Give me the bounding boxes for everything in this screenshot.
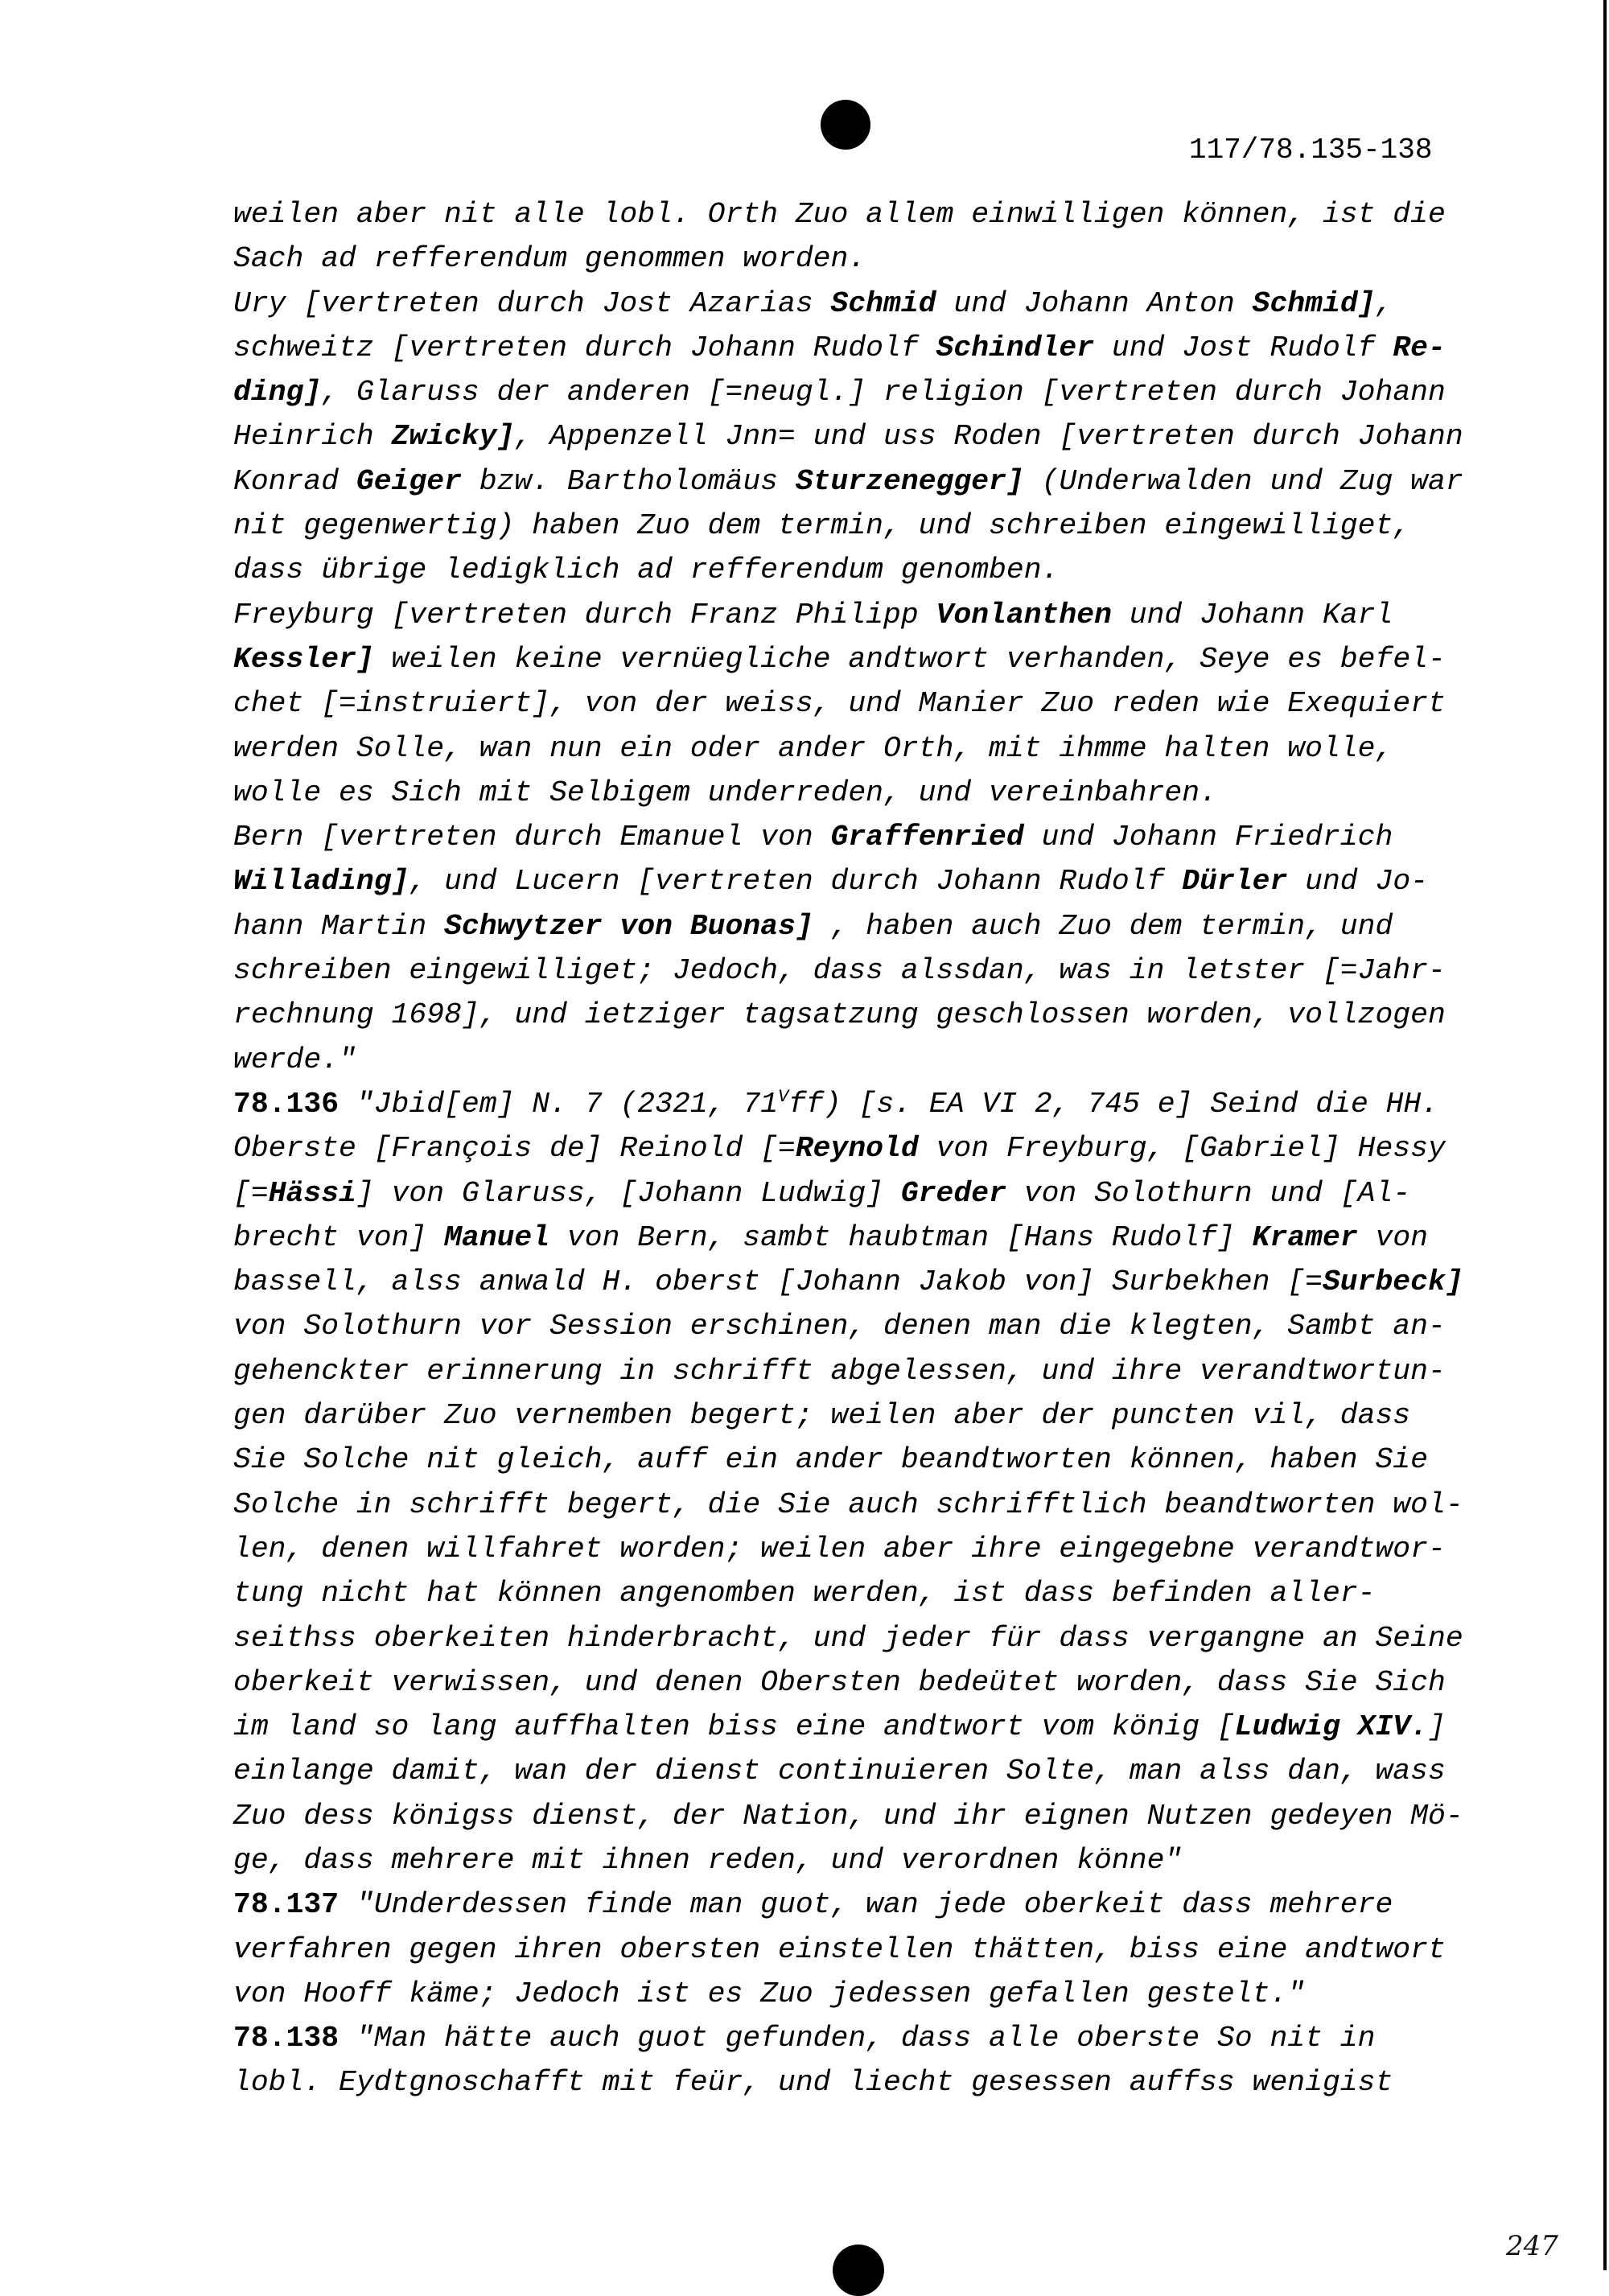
bold-name: Ludwig XIV.: [1234, 1710, 1428, 1744]
text-line: [233, 1794, 1488, 1838]
bold-name: Kessler]: [233, 642, 374, 676]
text-line: [233, 1216, 1488, 1260]
text-segment: und Johann Friedrich: [1023, 821, 1393, 854]
text-segment: von Freyburg, [Gabriel] Hessy: [918, 1132, 1446, 1166]
punch-hole-mark: [821, 100, 870, 150]
text-segment: oberkeit verwissen, und denen Obersten bedeütet worden, dass Sie Sich: [233, 1665, 1446, 1699]
text-line: [233, 2016, 1488, 2060]
bold-name: Manuel: [444, 1220, 550, 1254]
bold-name: Geiger: [356, 464, 462, 498]
bold-name: Greder: [900, 1176, 1006, 1210]
handwritten-page-number: 247: [1506, 2230, 1558, 2262]
text-line: [233, 1038, 1488, 1082]
text-segment: weilen aber nit alle lobl. Orth Zuo allem einwilligen können, ist die: [233, 198, 1446, 231]
text-line: [233, 1616, 1488, 1660]
text-segment: "Jbid[em] N. 7 (2321, 71: [339, 1087, 778, 1121]
text-segment: werden Solle, wan nun ein oder ander Orth, mit ihmme halten wolle,: [233, 731, 1393, 765]
text-line: [233, 1972, 1488, 2016]
text-segment: ,: [1375, 286, 1393, 320]
document-body: [233, 192, 1488, 2105]
text-line: [233, 1882, 1488, 1927]
entry-number: 78.137: [233, 1888, 339, 1922]
text-segment: Zuo dess königss dienst, der Nation, und ihr eignen Nutzen gedeyen Mö-: [233, 1799, 1463, 1833]
text-line: [233, 993, 1488, 1037]
bold-name: Schmid: [830, 286, 936, 320]
text-segment: Sach ad refferendum genommen worden.: [233, 242, 866, 276]
bold-name: Reynold: [795, 1132, 919, 1166]
text-line: [233, 681, 1488, 726]
page-reference: 117/78.135-138: [1189, 134, 1433, 167]
text-segment: im land so lang auffhalten biss eine andtwort vom könig [: [233, 1710, 1235, 1744]
bold-name: ding]: [233, 376, 322, 409]
text-segment: ff) [s. EA VI 2, 745 e] Seind die HH.: [788, 1087, 1439, 1121]
text-segment: seithss oberkeiten hinderbracht, und jeder für dass vergangne an Seine: [233, 1621, 1463, 1655]
punch-hole-mark-bottom: [833, 2245, 884, 2296]
text-segment: ge, dass mehrere mit ihnen reden, und verordnen könne": [233, 1843, 1183, 1877]
text-segment: von Solothurn und [Al-: [1006, 1176, 1411, 1210]
text-line: [233, 1571, 1488, 1615]
text-line: [233, 1438, 1488, 1482]
text-line: [233, 637, 1488, 681]
text-line: [233, 237, 1488, 281]
text-line: [233, 1928, 1488, 1972]
text-segment: brecht von]: [233, 1220, 445, 1254]
text-line: [233, 859, 1488, 903]
text-line: [233, 1171, 1488, 1216]
text-segment: bzw. Bartholomäus: [461, 464, 796, 498]
text-segment: Sie Solche nit gleich, auff ein ander beandtworten können, haben Sie: [233, 1443, 1428, 1477]
bold-name: Hässi: [268, 1176, 356, 1210]
text-line: [233, 1304, 1488, 1348]
text-segment: hann Martin: [233, 909, 445, 943]
text-segment: dass übrige ledigklich ad refferendum genomben.: [233, 553, 1060, 587]
text-segment: Solche in schrifft begert, die Sie auch schrifftlich beandtworten wol-: [233, 1487, 1463, 1521]
text-line: [233, 326, 1488, 370]
text-line: [233, 815, 1488, 859]
entry-number: 78.136: [233, 1087, 339, 1121]
text-line: [233, 726, 1488, 771]
text-segment: schreiben eingewilliget; Jedoch, dass alssdan, was in letster [=Jahr-: [233, 954, 1446, 988]
text-segment: lobl. Eydtgnoschafft mit feür, und liecht gesessen auffss wenigist: [233, 2066, 1393, 2100]
text-line: [233, 414, 1488, 459]
bold-name: Schindler: [936, 331, 1095, 364]
bold-name: Schwytzer von Buonas]: [444, 909, 813, 943]
bold-name: Dürler: [1182, 865, 1288, 899]
text-line: [233, 904, 1488, 948]
bold-name: Re-: [1393, 331, 1446, 364]
text-line: [233, 1483, 1488, 1527]
page-edge: [1603, 0, 1607, 2270]
text-segment: von: [1357, 1220, 1429, 1254]
text-segment: , haben auch Zuo dem termin, und: [813, 909, 1393, 943]
text-line: [233, 1126, 1488, 1171]
text-line: [233, 370, 1488, 414]
text-segment: [=: [233, 1176, 269, 1210]
text-line: [233, 1349, 1488, 1393]
text-segment: und Jost Rudolf: [1094, 331, 1393, 364]
text-line: [233, 192, 1488, 237]
text-segment: von Bern, sambt haubtman [Hans Rudolf]: [549, 1220, 1253, 1254]
bold-name: Zwicky]: [391, 420, 515, 454]
text-line: [233, 282, 1488, 326]
text-segment: und Jo-: [1287, 865, 1429, 899]
text-line: [233, 1082, 1488, 1126]
text-segment: verfahren gegen ihren obersten einstellen thätten, biss eine andtwort: [233, 1932, 1446, 1966]
text-line: [233, 948, 1488, 993]
bold-name: Sturzenegger]: [795, 464, 1024, 498]
text-segment: "Man hätte auch guot gefunden, dass alle oberste So nit in: [339, 2022, 1376, 2055]
text-segment: gen darüber Zuo vernemben begert; weilen aber der puncten vil, dass: [233, 1399, 1411, 1433]
text-segment: V: [777, 1086, 789, 1107]
text-line: [233, 593, 1488, 637]
bold-name: Kramer: [1252, 1220, 1358, 1254]
text-segment: Konrad: [233, 464, 356, 498]
text-segment: bassell, alss anwald H. oberst [Johann Jakob von] Surbekhen [=: [233, 1265, 1323, 1299]
text-segment: von Hooff käme; Jedoch ist es Zuo jedessen gefallen gestelt.": [233, 1977, 1306, 2010]
text-segment: tung nicht hat können angenomben werden, ist dass befinden aller-: [233, 1577, 1376, 1611]
text-line: [233, 459, 1488, 504]
text-segment: gehenckter erinnerung in schrifft abgelessen, und ihre verandtwortun-: [233, 1354, 1446, 1388]
text-segment: von Solothurn vor Session erschinen, denen man die klegten, Sambt an-: [233, 1310, 1446, 1343]
text-segment: (Underwalden und Zug war: [1023, 464, 1463, 498]
bold-name: Schmid]: [1252, 286, 1376, 320]
text-segment: ]: [1427, 1710, 1446, 1744]
text-segment: Ury [vertreten durch Jost Azarias: [233, 286, 831, 320]
text-segment: rechnung 1698], und ietziger tagsatzung geschlossen worden, vollzogen: [233, 998, 1446, 1032]
text-segment: nit gegenwertig) haben Zuo dem termin, und schreiben eingewilliget,: [233, 509, 1411, 543]
bold-name: Willading]: [233, 865, 409, 899]
text-segment: len, denen willfahret worden; weilen aber ihre eingegebne verandtwor-: [233, 1532, 1446, 1566]
bold-name: Surbeck]: [1322, 1265, 1463, 1299]
text-line: [233, 504, 1488, 548]
text-line: [233, 1705, 1488, 1749]
text-segment: , Appenzell Jnn= und uss Roden [vertreten durch Johann: [514, 420, 1463, 454]
text-segment: schweitz [vertreten durch Johann Rudolf: [233, 331, 936, 364]
text-segment: und Johann Anton: [936, 286, 1253, 320]
text-segment: einlange damit, wan der dienst continuieren Solte, man alss dan, wass: [233, 1755, 1446, 1788]
text-segment: und Johann Karl: [1111, 598, 1393, 632]
text-line: [233, 548, 1488, 592]
text-line: [233, 1393, 1488, 1438]
text-segment: Freyburg [vertreten durch Franz Philipp: [233, 598, 936, 632]
text-segment: weilen keine vernüegliche andtwort verhanden, Seye es befel-: [373, 642, 1446, 676]
text-line: [233, 771, 1488, 815]
text-segment: "Underdessen finde man guot, wan jede oberkeit dass mehrere: [339, 1888, 1393, 1922]
text-segment: chet [=instruiert], von der weiss, und Manier Zuo reden wie Exequiert: [233, 687, 1446, 721]
text-segment: Heinrich: [233, 420, 392, 454]
text-segment: Bern [vertreten durch Emanuel von: [233, 821, 831, 854]
text-line: [233, 1749, 1488, 1793]
text-line: [233, 1527, 1488, 1571]
text-line: [233, 1660, 1488, 1705]
entry-number: 78.138: [233, 2022, 339, 2055]
text-segment: werde.": [233, 1043, 356, 1076]
text-line: [233, 1260, 1488, 1304]
text-segment: , Glaruss der anderen [=neugl.] religion [vertreten durch Johann: [321, 376, 1446, 409]
text-segment: Oberste [François de] Reinold [=: [233, 1132, 796, 1166]
text-segment: ] von Glaruss, [Johann Ludwig]: [356, 1176, 901, 1210]
text-line: [233, 2060, 1488, 2105]
text-segment: , und Lucern [vertreten durch Johann Rudolf: [409, 865, 1183, 899]
text-segment: wolle es Sich mit Selbigem underreden, und vereinbahren.: [233, 776, 1217, 809]
text-line: [233, 1838, 1488, 1882]
bold-name: Graffenried: [830, 821, 1024, 854]
bold-name: Vonlanthen: [936, 598, 1112, 632]
